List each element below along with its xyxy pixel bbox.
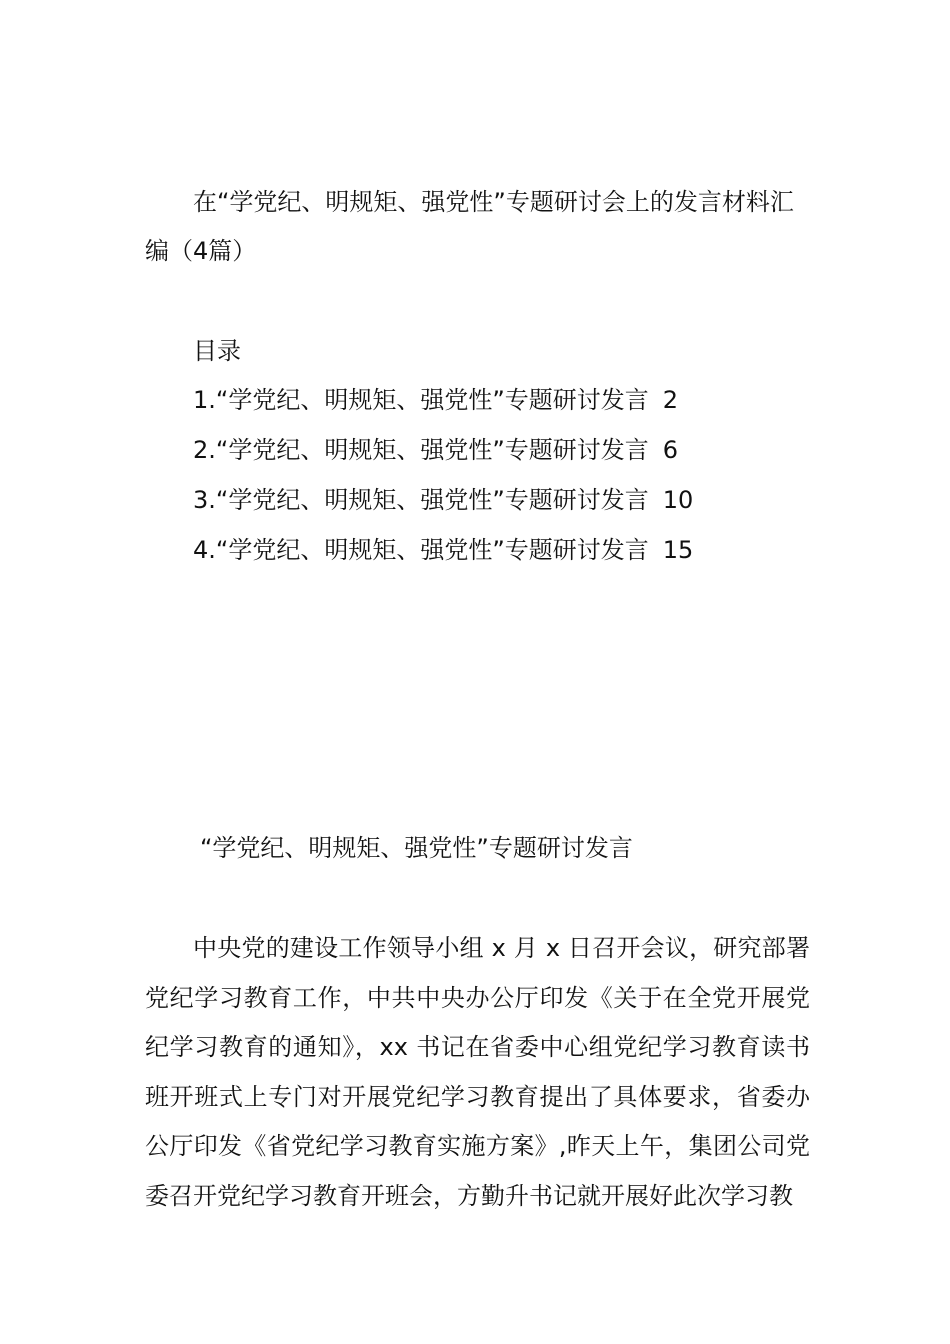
toc-heading: 目录 [193, 337, 241, 365]
table-of-contents [193, 383, 693, 583]
body-paragraph: 中央党的建设工作领导小组 x 月 x 日召开会议，研究部署党纪学习教育工作，中共中央办公厅印发《关于在全党开展党纪学习教育的通知》，xx 书记在省委中心组党纪学习教育读书班开班式上专门对开展党纪学习教育提出了具体要求，省委办公厅印发《省党纪学习教育实施方案》,昨天上午，集团公司党委召开党纪学习教育开班会，方勤升书记就开展好此次学习教 [145, 934, 810, 1210]
toc-entry-label: 4.“学党纪、明规矩、强党性”专题研讨发言 [193, 536, 649, 564]
toc-entry-label: 1.“学党纪、明规矩、强党性”专题研讨发言 [193, 386, 649, 414]
toc-entry-2[interactable] [193, 433, 693, 483]
toc-entry-page: 2 [662, 386, 679, 414]
toc-entry-page: 10 [662, 486, 694, 514]
toc-entry-page: 15 [662, 536, 694, 564]
toc-entry-label: 3.“学党纪、明规矩、强党性”专题研讨发言 [193, 486, 649, 514]
toc-entry-1[interactable] [193, 383, 693, 433]
toc-entry-label: 2.“学党纪、明规矩、强党性”专题研讨发言 [193, 436, 649, 464]
document-title: 在“学党纪、明规矩、强党性”专题研讨会上的发言材料汇编（4篇） [145, 188, 794, 265]
section-title: “学党纪、明规矩、强党性”专题研讨发言 [200, 834, 633, 862]
toc-entry-4[interactable] [193, 533, 693, 583]
toc-entry-page: 6 [662, 436, 679, 464]
toc-entry-3[interactable] [193, 483, 693, 533]
